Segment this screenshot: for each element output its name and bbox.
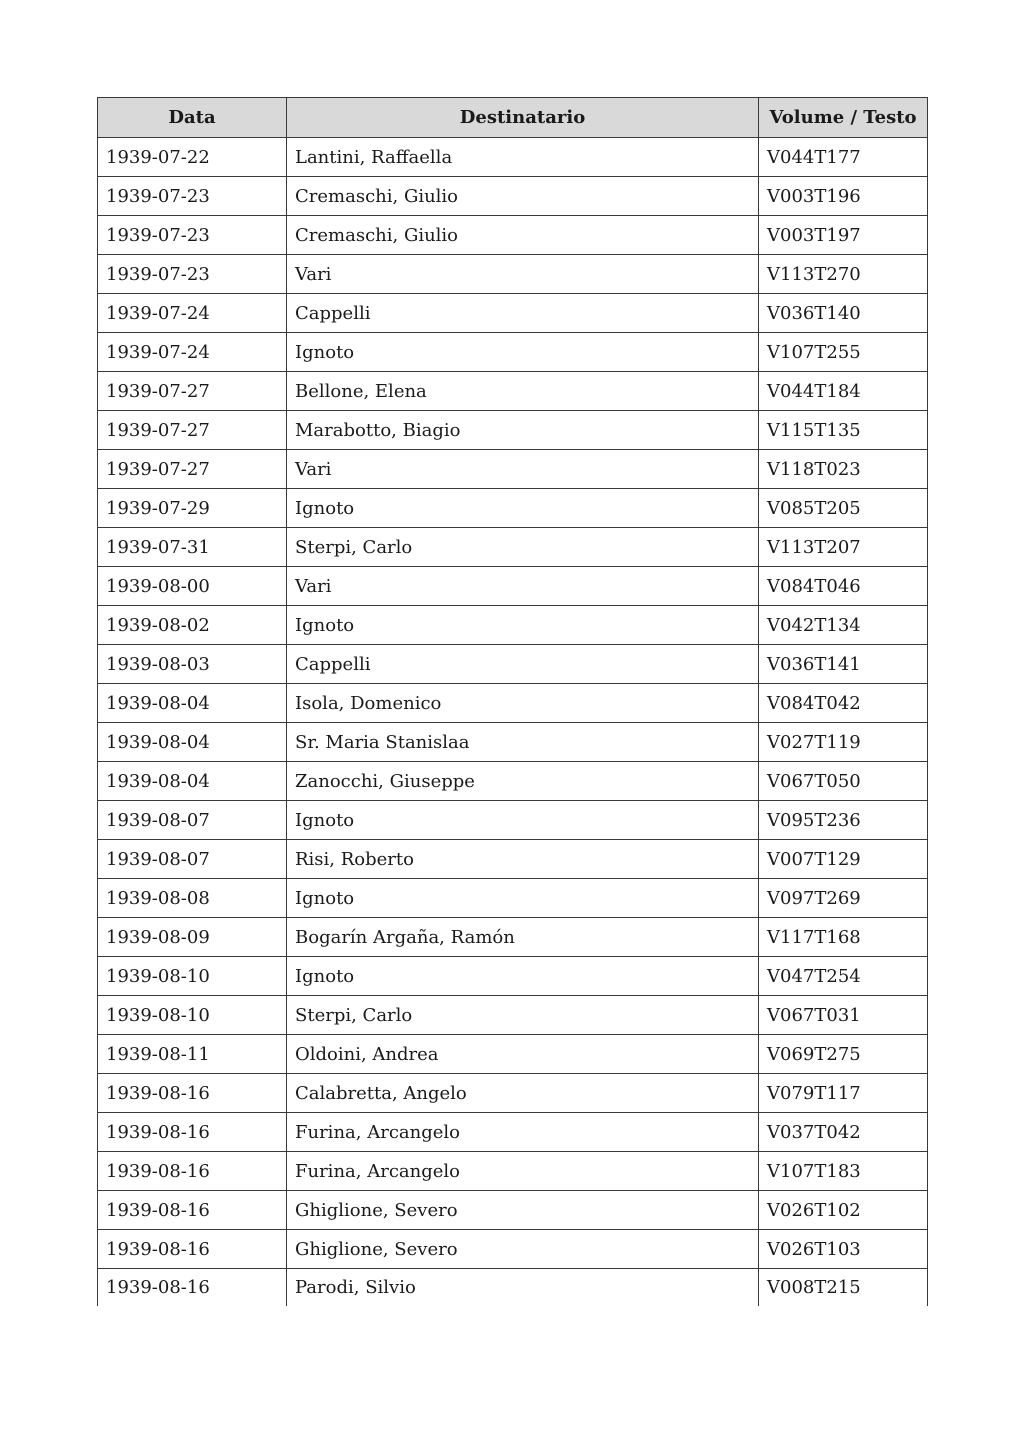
cell-date: 1939-08-11 xyxy=(98,1035,287,1074)
cell-date: 1939-07-23 xyxy=(98,177,287,216)
cell-date: 1939-08-07 xyxy=(98,840,287,879)
cell-date: 1939-08-10 xyxy=(98,957,287,996)
cell-volume-text: V044T177 xyxy=(759,138,928,177)
header-recipient: Destinatario xyxy=(287,98,759,138)
table-row xyxy=(98,840,928,879)
cell-volume-text: V044T184 xyxy=(759,372,928,411)
cell-recipient: Ghiglione, Severo xyxy=(287,1230,759,1269)
cell-volume-text: V113T270 xyxy=(759,255,928,294)
header-volume-text: Volume / Testo xyxy=(759,98,928,138)
cell-volume-text: V113T207 xyxy=(759,528,928,567)
table-row xyxy=(98,138,928,177)
table-row xyxy=(98,1113,928,1152)
cell-volume-text: V107T255 xyxy=(759,333,928,372)
cell-date: 1939-07-27 xyxy=(98,411,287,450)
cell-recipient: Sterpi, Carlo xyxy=(287,528,759,567)
cell-date: 1939-08-04 xyxy=(98,762,287,801)
cell-recipient: Ghiglione, Severo xyxy=(287,1191,759,1230)
table-row xyxy=(98,372,928,411)
table-body xyxy=(98,138,928,1307)
cell-date: 1939-08-16 xyxy=(98,1230,287,1269)
table-row xyxy=(98,762,928,801)
cell-date: 1939-07-29 xyxy=(98,489,287,528)
cell-volume-text: V067T050 xyxy=(759,762,928,801)
table-row xyxy=(98,1269,928,1307)
cell-recipient: Sr. Maria Stanislaa xyxy=(287,723,759,762)
header-date: Data xyxy=(98,98,287,138)
cell-recipient: Vari xyxy=(287,450,759,489)
table-row xyxy=(98,528,928,567)
cell-volume-text: V069T275 xyxy=(759,1035,928,1074)
cell-volume-text: V085T205 xyxy=(759,489,928,528)
cell-date: 1939-07-22 xyxy=(98,138,287,177)
cell-date: 1939-08-16 xyxy=(98,1191,287,1230)
cell-date: 1939-08-02 xyxy=(98,606,287,645)
cell-volume-text: V118T023 xyxy=(759,450,928,489)
table-row xyxy=(98,723,928,762)
cell-date: 1939-08-07 xyxy=(98,801,287,840)
cell-date: 1939-07-23 xyxy=(98,255,287,294)
cell-volume-text: V027T119 xyxy=(759,723,928,762)
cell-volume-text: V079T117 xyxy=(759,1074,928,1113)
cell-recipient: Sterpi, Carlo xyxy=(287,996,759,1035)
cell-recipient: Cremaschi, Giulio xyxy=(287,177,759,216)
cell-date: 1939-08-08 xyxy=(98,879,287,918)
table-row xyxy=(98,255,928,294)
cell-recipient: Lantini, Raffaella xyxy=(287,138,759,177)
cell-recipient: Cremaschi, Giulio xyxy=(287,216,759,255)
table-row xyxy=(98,567,928,606)
table-row xyxy=(98,957,928,996)
cell-volume-text: V115T135 xyxy=(759,411,928,450)
cell-recipient: Ignoto xyxy=(287,957,759,996)
cell-date: 1939-08-09 xyxy=(98,918,287,957)
table-row xyxy=(98,1230,928,1269)
cell-date: 1939-08-16 xyxy=(98,1152,287,1191)
table-row xyxy=(98,879,928,918)
cell-recipient: Cappelli xyxy=(287,294,759,333)
table-row xyxy=(98,411,928,450)
cell-recipient: Oldoini, Andrea xyxy=(287,1035,759,1074)
cell-recipient: Calabretta, Angelo xyxy=(287,1074,759,1113)
table-row xyxy=(98,1152,928,1191)
cell-recipient: Zanocchi, Giuseppe xyxy=(287,762,759,801)
cell-date: 1939-07-23 xyxy=(98,216,287,255)
cell-recipient: Ignoto xyxy=(287,879,759,918)
cell-recipient: Ignoto xyxy=(287,333,759,372)
cell-volume-text: V097T269 xyxy=(759,879,928,918)
cell-volume-text: V117T168 xyxy=(759,918,928,957)
cell-date: 1939-07-24 xyxy=(98,333,287,372)
table-row xyxy=(98,684,928,723)
cell-date: 1939-08-10 xyxy=(98,996,287,1035)
table-row xyxy=(98,1191,928,1230)
cell-date: 1939-07-27 xyxy=(98,450,287,489)
cell-date: 1939-08-16 xyxy=(98,1113,287,1152)
cell-volume-text: V008T215 xyxy=(759,1269,928,1307)
table-row xyxy=(98,996,928,1035)
cell-date: 1939-07-31 xyxy=(98,528,287,567)
cell-date: 1939-08-03 xyxy=(98,645,287,684)
table-row xyxy=(98,918,928,957)
cell-recipient: Ignoto xyxy=(287,606,759,645)
table-row xyxy=(98,216,928,255)
cell-recipient: Risi, Roberto xyxy=(287,840,759,879)
cell-recipient: Cappelli xyxy=(287,645,759,684)
table-row xyxy=(98,333,928,372)
cell-date: 1939-08-00 xyxy=(98,567,287,606)
table-header-row xyxy=(98,98,928,138)
table-row xyxy=(98,489,928,528)
table-row xyxy=(98,1074,928,1113)
cell-volume-text: V037T042 xyxy=(759,1113,928,1152)
cell-volume-text: V047T254 xyxy=(759,957,928,996)
letters-table xyxy=(97,97,928,1306)
table-row xyxy=(98,606,928,645)
cell-volume-text: V084T046 xyxy=(759,567,928,606)
cell-recipient: Furina, Arcangelo xyxy=(287,1152,759,1191)
cell-date: 1939-08-16 xyxy=(98,1269,287,1307)
cell-recipient: Vari xyxy=(287,567,759,606)
cell-recipient: Bogarín Argaña, Ramón xyxy=(287,918,759,957)
cell-date: 1939-08-04 xyxy=(98,684,287,723)
table-row xyxy=(98,801,928,840)
cell-recipient: Bellone, Elena xyxy=(287,372,759,411)
cell-volume-text: V003T196 xyxy=(759,177,928,216)
cell-recipient: Parodi, Silvio xyxy=(287,1269,759,1307)
cell-volume-text: V026T102 xyxy=(759,1191,928,1230)
cell-volume-text: V026T103 xyxy=(759,1230,928,1269)
cell-recipient: Furina, Arcangelo xyxy=(287,1113,759,1152)
cell-recipient: Marabotto, Biagio xyxy=(287,411,759,450)
cell-recipient: Ignoto xyxy=(287,801,759,840)
cell-volume-text: V036T140 xyxy=(759,294,928,333)
cell-volume-text: V036T141 xyxy=(759,645,928,684)
table-row xyxy=(98,450,928,489)
table-row xyxy=(98,1035,928,1074)
cell-volume-text: V107T183 xyxy=(759,1152,928,1191)
cell-volume-text: V007T129 xyxy=(759,840,928,879)
table-row xyxy=(98,177,928,216)
cell-volume-text: V095T236 xyxy=(759,801,928,840)
cell-volume-text: V067T031 xyxy=(759,996,928,1035)
cell-recipient: Vari xyxy=(287,255,759,294)
cell-volume-text: V003T197 xyxy=(759,216,928,255)
cell-recipient: Ignoto xyxy=(287,489,759,528)
cell-volume-text: V042T134 xyxy=(759,606,928,645)
table-row xyxy=(98,294,928,333)
table-row xyxy=(98,645,928,684)
cell-date: 1939-07-27 xyxy=(98,372,287,411)
cell-date: 1939-08-04 xyxy=(98,723,287,762)
cell-recipient: Isola, Domenico xyxy=(287,684,759,723)
cell-date: 1939-08-16 xyxy=(98,1074,287,1113)
cell-date: 1939-07-24 xyxy=(98,294,287,333)
cell-volume-text: V084T042 xyxy=(759,684,928,723)
